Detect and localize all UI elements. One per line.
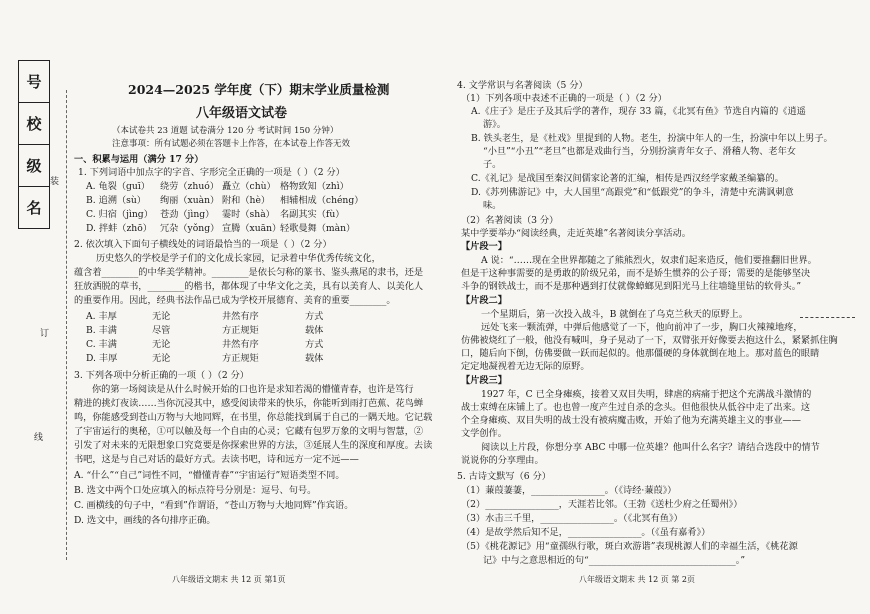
q2-option-b-3: 方正规矩 [222, 325, 259, 336]
q4-option-b-line-1: B. 铁头老生，是《杜戏》里提到的人物。老生，扮演中年人的一生，扮演中年以上男子。 [471, 133, 833, 144]
student-info-box [18, 60, 50, 229]
question-2: 2. 依次填入下面句子横线处的词语最恰当的一项是（ ）（2 分） [74, 239, 332, 250]
q2-option-d-2: 无论 [152, 353, 171, 364]
fragment-1-line-2: 但是干这种事需要的是勇敢的阶级兄弟，而不是娇生惯养的公子哥；需要的是能够坚决 [461, 268, 811, 279]
section-1-heading: 一、积累与运用（满分 17 分） [74, 154, 204, 165]
q1-option-c-3: 霎时（shà） [222, 209, 275, 220]
fragment-3-line-6: 说说你的分享理由。 [461, 455, 544, 466]
fragment-2-line-5: 定定地凝视着无边无际的原野。 [461, 361, 590, 372]
fragment-1-line-1: A 说：“……现在全世界都随之了熊熊烈火，奴隶们起来造反，他们要推翻旧世界。 [481, 255, 817, 266]
fragment-2-line-2: 远处飞来一颗流弹，中弹后他感觉了一下，他向前冲了一步，胸口火辣辣地疼， [481, 322, 803, 333]
q3-passage-line-4: 了宇宙运行的奥秘，①可以触及每一个自由的心灵；它藏有包罗万象的文明与智慧，② [74, 426, 424, 437]
q2-option-d-3: 方正规矩 [222, 353, 259, 364]
q1-option-a-3: 矗立（chù） [222, 181, 276, 192]
exam-subtitle: 八年级语文试卷 [196, 106, 288, 121]
q4-option-a-line-1: A.《庄子》是庄子及其后学的著作，现存 33 篇，《北冥有鱼》节选自内篇的《逍遥 [471, 106, 806, 117]
q3-passage-line-5: 引发了对未来的无限想象口究竟要是你探索世界的方法，③延展人生的深度和厚度。去读 [74, 440, 433, 451]
q2-passage-line-1: 历史悠久的学校是学子们的文化成长家园，记录着中华优秀传统文化， [96, 253, 381, 264]
q2-option-a-3: 井然有序 [222, 311, 259, 322]
q2-option-b-2: 尽管 [152, 325, 171, 336]
q1-option-d-2: 冗杂（yǒng） [160, 223, 220, 234]
fragment-1-line-3: 斗争的钢铁战士，而不是那种遇到打仗就像蟑螂见到阳光马上往墙缝里钻的软骨头。” [461, 281, 802, 292]
q2-option-c-4: 方式 [305, 339, 324, 350]
q4-option-d-line-1: D.《苏列佛游记》中，大人国里“高跟党”和“低跟党”的争斗，清楚中充满讽刺意 [471, 187, 794, 198]
fragment-1-label: 【片段一】 [461, 241, 507, 252]
q2-option-d-1: D. 丰厚 [86, 353, 118, 364]
q1-option-d-4: 轻歌曼舞（màn） [280, 223, 356, 234]
q2-option-b-4: 载体 [305, 325, 324, 336]
q4-option-d-line-2: 味。 [483, 200, 502, 211]
binding-mark-xian: 线 [34, 433, 44, 443]
q1-option-c-2: 苍劲（jìng） [160, 209, 215, 220]
fragment-3-line-5: 阅读以上片段，你想分享 ABC 中哪一位英雄？他叫什么名字？请结合选段中的情节 [481, 442, 820, 453]
page-1-footer: 八年级语文期末 共 12 页 第1页 [172, 575, 286, 584]
q1-option-d-3: 宣腾（xuān） [222, 223, 282, 234]
q1-option-b-2: 绚丽（xuàn） [160, 195, 220, 206]
q1-option-b-4: 相辅相成（chéng） [280, 195, 364, 206]
q5-line-4: （4）是故学然后知不足，________________。（《虽有嘉肴》） [461, 527, 711, 538]
q2-passage-line-4: 的重要作用。因此，经典书法作品已成为学校开展德育、美育的重要________。 [74, 295, 396, 306]
q4-option-b-line-2: “小旦”“小丑”“老旦”也都是戏曲行当，分别扮演青年女子、滑稽人物、老年女 [483, 146, 796, 157]
q3-passage-line-2: 精进的挑灯夜读……当你沉浸其中，感受阅读带来的快乐，你能听到雨打芭蕉、花鸟蝉 [74, 398, 424, 409]
q3-option-b: B. 选文中两个口处应填入的标点符号分别是：逗号、句号。 [74, 485, 317, 496]
q5-line-2: （2）________________，天涯若比邻。（王勃《送杜少府之任蜀州》） [461, 499, 743, 510]
question-3: 3. 下列各项中分析正确的一项（ ）（2 分） [74, 370, 249, 381]
q1-option-c-4: 名副其实（fù） [280, 209, 345, 220]
q5-line-5a: （5）《桃花源记》用“童孺纵行歌，斑白欢游谐”表现桃源人们的幸福生活，《桃花源 [461, 541, 798, 552]
q5-line-5b: 记》中与之意思相近的句“________________________________。” [483, 555, 746, 566]
q2-option-a-1: A. 丰厚 [86, 311, 117, 322]
fragment-3-line-1: 1927 年，C 已全身瘫痪，接着又双目失明，肆虐的病痛于把这个充满战斗激情的 [481, 389, 812, 400]
q1-option-a-1: A. 龟裂（guī） [86, 181, 150, 192]
q4-sub-2-prompt: 某中学要举办“阅读经典，走近英雄”名著阅读分享活动。 [461, 228, 691, 239]
q1-option-b-3: 附和（hè） [222, 195, 271, 206]
q2-option-c-2: 无论 [152, 339, 171, 350]
q2-option-c-1: C. 丰满 [86, 339, 117, 350]
fragment-3-line-4: 文学创作。 [461, 428, 507, 439]
q4-option-c: C.《礼记》是战国至秦汉间儒家论著的汇编，相传是西汉经学家戴圣编纂的。 [471, 173, 784, 184]
q1-option-d-1: D. 拌蚌（zhō） [86, 223, 152, 234]
q1-option-a-2: 绕劳（zhuó） [160, 181, 219, 192]
q2-option-c-3: 井然有序 [222, 339, 259, 350]
question-4: 4. 文学常识与名著阅读（5 分） [457, 80, 588, 91]
q2-option-a-4: 方式 [305, 311, 324, 322]
info-cell-name: 名 [26, 199, 42, 217]
exam-note: 注意事项：所有试题必须在答题卡上作答，在本试卷上作答无效 [112, 139, 351, 149]
q1-option-b-1: B. 追溯（sù） [86, 195, 146, 206]
q4-sub-2: （2）名著阅读（3 分） [461, 215, 559, 226]
exam-title: 2024—2025 学年度（下）期末学业质量检测 [128, 82, 390, 97]
question-5: 5. 古诗文默写（6 分） [457, 471, 551, 482]
fragment-2-label: 【片段二】 [461, 295, 507, 306]
page-2-footer: 八年级语文期末 共 12 页 第 2页 [579, 575, 695, 584]
info-cell-class: 级 [19, 145, 49, 187]
q2-option-b-1: B. 丰满 [86, 325, 117, 336]
q3-option-c: C. 画横线的句子中，“看到”作谓语，“苍山万物与大地同辉”作宾语。 [74, 500, 354, 511]
q1-option-c-1: C. 归宿（jìng） [86, 209, 153, 220]
right-margin-dashed-line [800, 317, 855, 318]
fragment-3-line-2: 战士束缚在床铺上了。也也曾一度产生过自杀的念头。但他很快从低谷中走了出来。这 [461, 402, 811, 413]
q5-line-1: （1）蒹葭萋萋，________________。（《诗经·蒹葭》） [461, 485, 677, 496]
q4-sub-1: （1）下列各项中表述不正确的一项是（ ）（2 分） [461, 93, 667, 104]
q2-option-a-2: 无论 [152, 311, 171, 322]
fragment-3-line-3: 个全身瘫痪、双目失明的战士没有被病魔击败，开始了他为充满英雄主义的事业—— [461, 415, 801, 426]
q2-passage-line-3: 狂放洒脱的草书，________的楷书，都体现了中华文化之美，具有以美育人、以美化人 [74, 281, 424, 292]
q1-option-a-4: 格物致知（zhì） [280, 181, 349, 192]
q3-option-a: A. “什么”“自己”词性不同，“懵懂青春”“宇宙运行”短语类型不同。 [74, 470, 345, 481]
info-cell-number: 号 [19, 61, 49, 103]
exam-info: （本试卷共 23 道题 试卷满分 120 分 考试时间 150 分钟） [112, 126, 339, 136]
q3-passage-line-6: 书吧，这是与自己对话的最好方式。去读书吧，诗和远方一定不远—— [74, 454, 359, 465]
q3-passage-line-3: 鸣，你能感受到苍山万物与大地同辉，在书里，你总能找到属于自己的一隅天地。它记载 [74, 412, 433, 423]
binding-dashed-line [66, 90, 67, 560]
info-cell-school: 校 [19, 103, 49, 145]
q3-passage-line-1: 你的第一场阅读是从什么时候开始的口也许是求知若渴的懵懂青春，也许是笃行 [92, 384, 414, 395]
q4-option-a-line-2: 游》。 [483, 119, 506, 130]
fragment-3-label: 【片段三】 [461, 375, 507, 386]
binding-mark-ding: 订 [40, 329, 50, 339]
binding-mark-zhuang: 装 [50, 177, 60, 187]
q5-line-3: （3）水击三千里，________________。（《北冥有鱼》） [461, 513, 683, 524]
question-1: 1. 下列词语中加点字的字音、字形完全正确的一项是（ ）（2 分） [78, 167, 345, 178]
exam-page-2 [435, 0, 870, 614]
q2-option-d-4: 载体 [305, 353, 324, 364]
fragment-2-line-4: 口，随后向下倒，仿佛要做一跃而起似的。他那僵硬的身体就倒在地上。那对蓝色的眼睛 [461, 348, 820, 359]
fragment-2-line-1: 一个星期后，第一次投入战斗，B 就倒在了乌克兰秋天的原野上。 [481, 309, 748, 320]
q2-passage-line-2: 蕴含着________的中华美学精神。________是依长匀称的篆书、鉴头燕尾的隶书，还是 [74, 267, 424, 278]
q4-option-b-line-3: 子。 [483, 159, 502, 170]
q3-option-d: D. 选文中，画线的各句排序正确。 [74, 515, 216, 526]
fragment-2-line-3: 仿佛被烧红了一般，他没有喊叫，身子晃动了一下，双臂张开好像要去抱这什么，紧紧抓住胸 [461, 335, 838, 346]
